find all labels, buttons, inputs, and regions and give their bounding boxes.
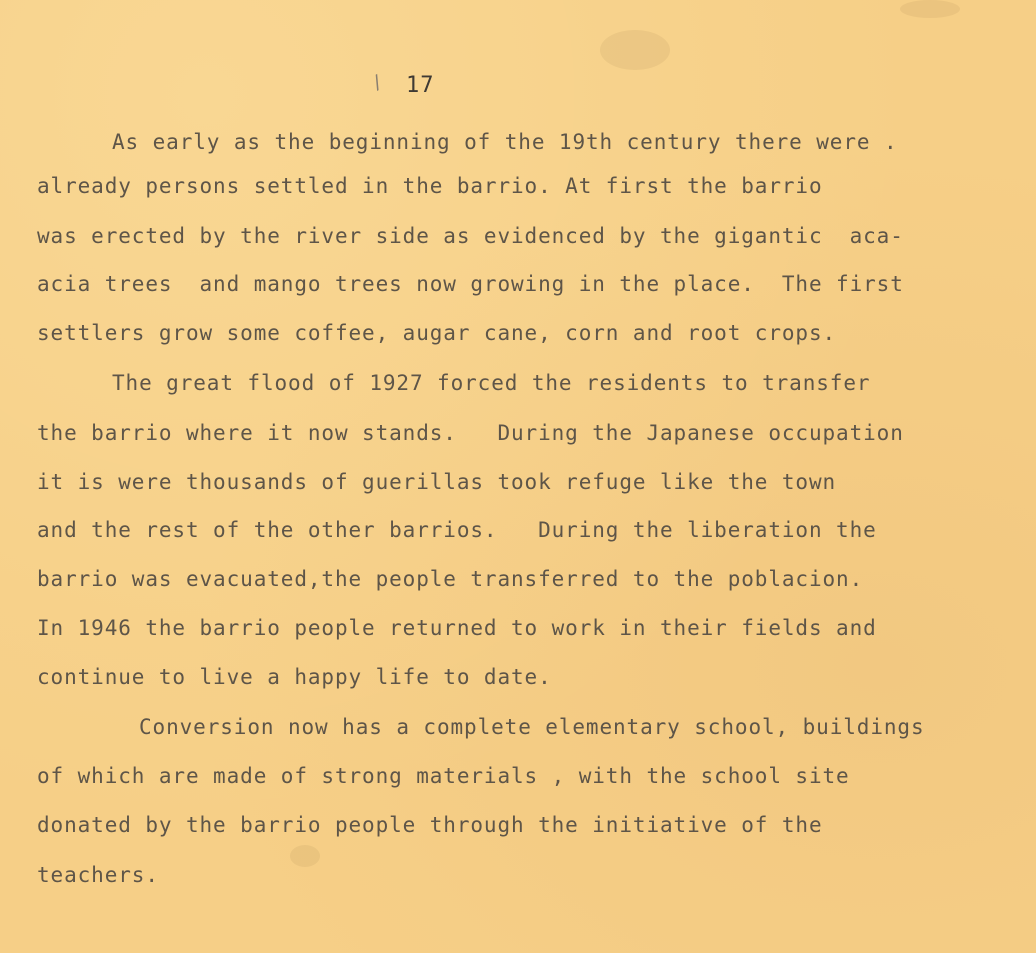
paragraph-1-line-1: As early as the beginning of the 19th century there were . [112, 130, 898, 154]
page-number-mark: / [367, 70, 388, 95]
paragraph-3-line-2: of which are made of strong materials , with the school site [37, 764, 850, 788]
paragraph-2-line-1: The great flood of 1927 forced the residents to transfer [112, 371, 871, 395]
page-number: 17 [406, 73, 435, 98]
paragraph-2-line-6: In 1946 the barrio people returned to work in their fields and [37, 616, 877, 640]
paper-stain [290, 845, 320, 867]
paragraph-3-line-3: donated by the barrio people through the initiative of the [37, 813, 823, 837]
paragraph-3-line-4: teachers. [37, 863, 159, 887]
paragraph-2-line-4: and the rest of the other barrios. During the liberation the [37, 518, 877, 542]
paragraph-3-line-1: Conversion now has a complete elementary school, buildings [139, 715, 925, 739]
paragraph-2-line-3: it is were thousands of guerillas took refuge like the town [37, 470, 837, 494]
paragraph-1-line-5: settlers grow some coffee, augar cane, corn and root crops. [37, 321, 837, 345]
paragraph-1-line-3: was erected by the river side as evidenced by the gigantic aca- [37, 224, 904, 248]
paragraph-1-line-4: acia trees and mango trees now growing in the place. The first [37, 272, 904, 296]
paper-stain [600, 30, 670, 70]
paragraph-2-line-5: barrio was evacuated,the people transferred to the poblacion. [37, 567, 864, 591]
paragraph-2-line-2: the barrio where it now stands. During the Japanese occupation [37, 421, 904, 445]
paragraph-1-line-2: already persons settled in the barrio. At first the barrio [37, 174, 823, 198]
paragraph-2-line-7: continue to live a happy life to date. [37, 665, 552, 689]
paper-stain [900, 0, 960, 18]
